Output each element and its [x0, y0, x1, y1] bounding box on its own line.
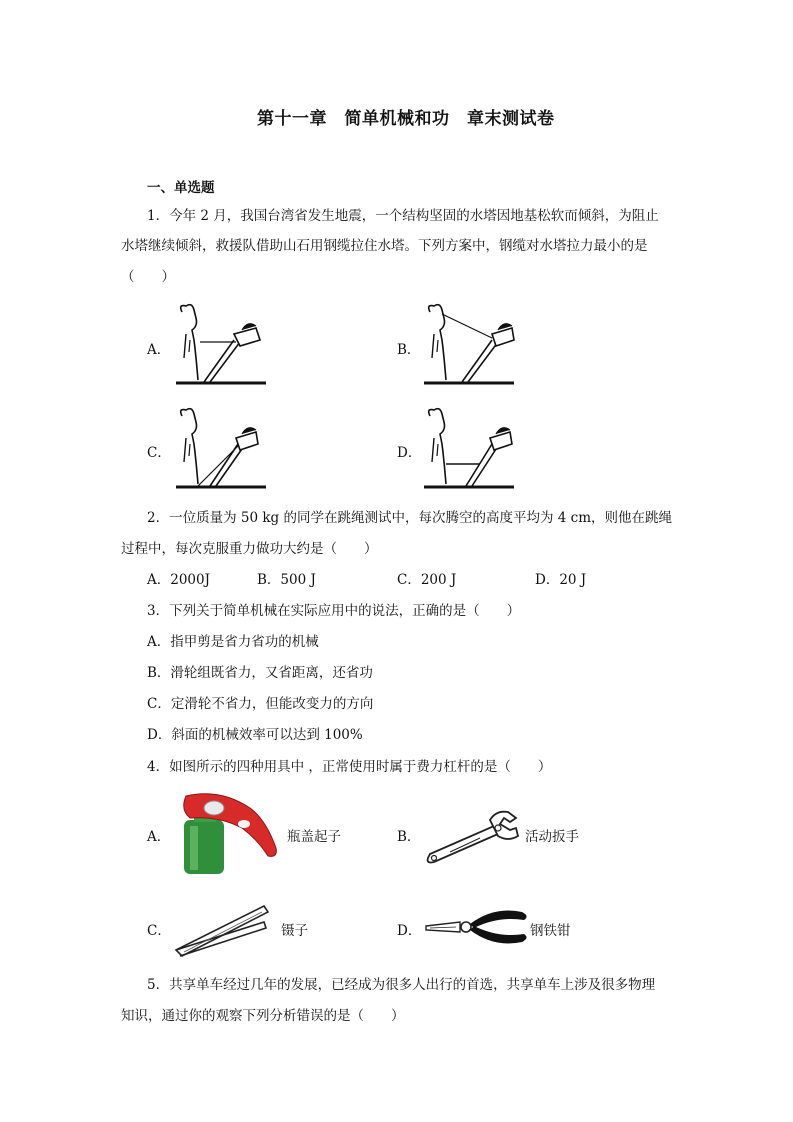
q1-line1: 1．今年 2 月，我国台湾省发生地震，一个结构坚固的水塔因地基松软而倾斜，为阻止: [147, 208, 659, 224]
q1-option-b-label: B．: [397, 342, 421, 358]
q4-stem: 4．如图所示的四种用具中 ，正常使用时属于费力杠杆的是（ ）: [147, 759, 552, 775]
q1-line2: 水塔继续倾斜，救援队借助山石用钢缆拉住水塔。下列方案中，钢缆对水塔拉力最小的是: [121, 238, 648, 254]
pliers-figure: [424, 906, 530, 950]
q2-option-d: D．20 J: [535, 572, 587, 588]
q1-option-d-label: D．: [397, 445, 422, 461]
q1-option-c-figure: [172, 404, 272, 496]
q5-line2: 知识，通过你的观察下列分析错误的是（ ）: [121, 1008, 405, 1024]
q5-line1: 5．共享单车经过几年的发展，已经成为很多人出行的首选，共享单车上涉及很多物理: [147, 977, 656, 993]
q1-option-a-label: A．: [147, 342, 171, 358]
q2-line2: 过程中，每次克服重力做功大约是（ ）: [121, 541, 378, 557]
tweezers-figure: [172, 900, 272, 962]
q1-option-d-figure: [420, 404, 520, 496]
q3-option-a: A．指甲剪是省力省功的机械: [147, 634, 319, 650]
q1-line3: （ ）: [121, 269, 175, 285]
q4-option-c-label: C．: [147, 923, 171, 939]
q2-line1: 2．一位质量为 50 kg 的同学在跳绳测试中，每次腾空的高度平均为 4 cm，则他在跳绳: [147, 510, 672, 526]
q1-option-c-label: C．: [147, 445, 171, 461]
q4-option-b-tool-label: 活动扳手: [525, 829, 579, 845]
q3-stem: 3．下列关于简单机械在实际应用中的说法，正确的是（ ）: [147, 603, 521, 619]
q4-option-b-label: B．: [397, 829, 421, 845]
page-title: 第十一章 简单机械和功 章末测试卷: [257, 109, 555, 129]
q3-option-b: B．滑轮组既省力，又省距离，还省功: [147, 665, 373, 681]
section-heading: 一、单选题: [147, 180, 215, 196]
q1-option-a-figure: [172, 300, 272, 392]
q4-option-c-tool-label: 镊子: [281, 923, 308, 939]
adjustable-wrench-figure: [424, 806, 524, 866]
q4-option-a-tool-label: 瓶盖起子: [287, 829, 341, 845]
q4-option-a-label: A．: [147, 829, 171, 845]
q4-option-d-tool-label: 钢铁钳: [530, 923, 571, 939]
q2-option-b: B．500 J: [257, 572, 316, 588]
q2-option-c: C．200 J: [397, 572, 457, 588]
q3-option-d: D．斜面的机械效率可以达到 100%: [147, 727, 363, 743]
q4-option-d-label: D．: [397, 923, 422, 939]
q2-option-a: A．2000J: [147, 572, 211, 588]
q1-option-b-figure: [420, 300, 520, 392]
bottle-opener-figure: [180, 790, 282, 874]
q3-option-c: C．定滑轮不省力，但能改变力的方向: [147, 696, 374, 712]
